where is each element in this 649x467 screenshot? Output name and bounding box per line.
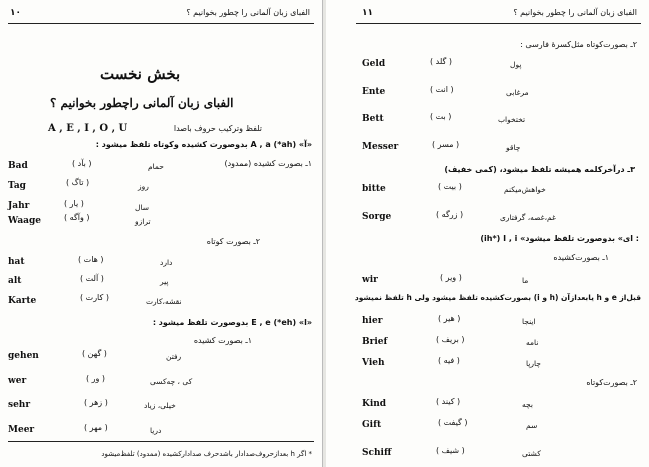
page-number: ۱۱ [362, 8, 373, 18]
pronunciation: ( گهن ) [82, 349, 107, 358]
german-word: wer [8, 376, 27, 386]
subheading: ۲ـ بصورت‌کوتاه [586, 378, 637, 387]
header-rule [8, 23, 314, 24]
german-word: Karte [8, 296, 37, 306]
meaning: چارپا [526, 359, 541, 368]
pronunciation: ( انت ) [430, 85, 454, 94]
subheading: ۱ـ بصورت کشیده (ممدود) [224, 159, 312, 168]
right-page [326, 0, 649, 467]
meaning: رفتن [166, 352, 182, 361]
meaning: خیلی، زیاد [144, 401, 176, 410]
german-word: Jahr [8, 201, 30, 211]
meaning: سم [526, 421, 538, 430]
meaning: اینجا [522, 317, 536, 326]
pronunciation: ( یار ) [64, 199, 84, 208]
meaning: سال [135, 203, 150, 212]
meaning: ترازو [135, 217, 151, 226]
pronunciation: ( هات ) [78, 255, 104, 264]
pronunciation: ( ویر ) [440, 273, 462, 282]
pronunciation: ( فیه ) [438, 356, 460, 365]
pronunciation: ( مهر ) [84, 423, 108, 432]
german-word: Waage [8, 216, 42, 226]
vowels-intro: تلفظ وترکیب حروف باصدا [173, 124, 262, 133]
german-word: Schiff [362, 448, 392, 458]
header-rule [356, 23, 641, 24]
pronunciation: ( وآگه ) [64, 213, 90, 222]
meaning: دارد [160, 258, 173, 267]
pronunciation: ( تاگ ) [66, 178, 90, 187]
ie-rule: قبل‌از e و h یابعدازآن (h و i) بصورت‌کشیده تلفظ میشود ولی h تلفظ نمیشود [354, 293, 641, 302]
subheading: ۱ـ بصورت‌کشیده [553, 253, 609, 262]
meaning: دریا [150, 426, 162, 435]
pronunciation: ( بریف ) [436, 335, 465, 344]
german-word: wir [362, 275, 378, 285]
footnote-rule [8, 441, 314, 442]
german-word: Vieh [362, 358, 385, 368]
german-word: Geld [362, 59, 386, 69]
subheading: ۲ـ بصورت کوتاه [206, 237, 260, 246]
pronunciation: ( گیفت ) [438, 418, 468, 427]
section-title: بخش نخست [100, 65, 181, 83]
running-header: الفبای زبان آلمانی را چطور بخوانیم ؟ [513, 8, 637, 17]
meaning: کی ، چه‌کسی [150, 377, 193, 386]
pronunciation: ( گلد ) [430, 57, 452, 66]
meaning: پیر [160, 277, 169, 286]
pronunciation: ( هیر ) [438, 314, 461, 323]
meaning: کشتی [522, 449, 541, 458]
pronunciation: ( زهر ) [84, 398, 108, 407]
a-rule: «آ» (ah*) A , a بدوصورت کشیده وکوتاه تلفظ میشود : [95, 140, 312, 149]
meaning: تختخواب [498, 115, 526, 124]
german-word: bitte [362, 184, 386, 194]
footnote: * اگر h بعدازحروف‌صدادار باشدحرف صدادارکشیده (ممدود) تلفظ‌میشود [101, 450, 312, 458]
german-word: Bett [362, 114, 384, 124]
subheading: ۱ـ بصورت کشیده [193, 336, 252, 345]
page-number: ۱۰ [10, 8, 21, 18]
german-word: Brief [362, 337, 388, 347]
pronunciation: ( بت ) [430, 112, 452, 121]
meaning: بچه [522, 400, 533, 409]
meaning: نقشه،کارت [146, 297, 182, 306]
german-word: Bad [8, 161, 28, 171]
german-word: Tag [8, 181, 26, 191]
meaning: چاقو [506, 143, 521, 152]
pronunciation: ( آلت ) [80, 274, 104, 283]
pronunciation: ( ور ) [86, 374, 106, 383]
german-word: Kind [362, 399, 387, 409]
meaning: نامه [526, 338, 539, 347]
pronunciation: ( کارت ) [80, 293, 109, 302]
german-word: Meer [8, 425, 35, 435]
pronunciation: ( بآد ) [72, 159, 92, 168]
meaning: روز [138, 182, 149, 191]
chapter-title: الفبای زبان آلمانی راچطور بخوانیم ؟ [50, 96, 234, 110]
vowels-list: A , E , I , O , U [48, 123, 128, 134]
german-word: alt [8, 276, 22, 286]
german-word: Messer [362, 142, 399, 152]
german-word: gehen [8, 351, 39, 361]
meaning: غم،غصه، گرفتاری [500, 213, 556, 222]
pronunciation: ( شیف ) [436, 446, 465, 455]
subheading: ۳ـ درآخرکلمه همیشه تلفظ میشود، (کمی خفیف) [444, 165, 635, 174]
german-word: Sorge [362, 212, 392, 222]
pronunciation: ( بیت ) [438, 182, 462, 191]
german-word: Ente [362, 87, 386, 97]
german-word: sehr [8, 400, 31, 410]
meaning: پول [510, 60, 522, 69]
i-rule: (ih*) I , i «ای» بدوصورت تلفظ میشود : [480, 234, 639, 243]
e-rule: «ا» (eh*) E , e بدوصورت تلفظ میشود : [152, 318, 312, 327]
meaning: خواهش‌میکنم [504, 185, 546, 194]
pronunciation: ( کیند ) [436, 397, 461, 406]
left-page [0, 0, 323, 467]
pronunciation: ( مسر ) [432, 140, 460, 149]
meaning: مرغابی [506, 88, 529, 97]
german-word: hier [362, 316, 383, 326]
subheading: ۲ـ بصورت‌کوتاه مثل‌کسرهٔ فارسی : [520, 40, 637, 49]
running-header: الفبای زبان آلمانی را چطور بخوانیم ؟ [186, 8, 310, 17]
pronunciation: ( زرگه ) [436, 210, 464, 219]
meaning: ما [522, 276, 529, 285]
german-word: hat [8, 257, 25, 267]
meaning: حمام [148, 162, 164, 171]
german-word: Gift [362, 420, 382, 430]
